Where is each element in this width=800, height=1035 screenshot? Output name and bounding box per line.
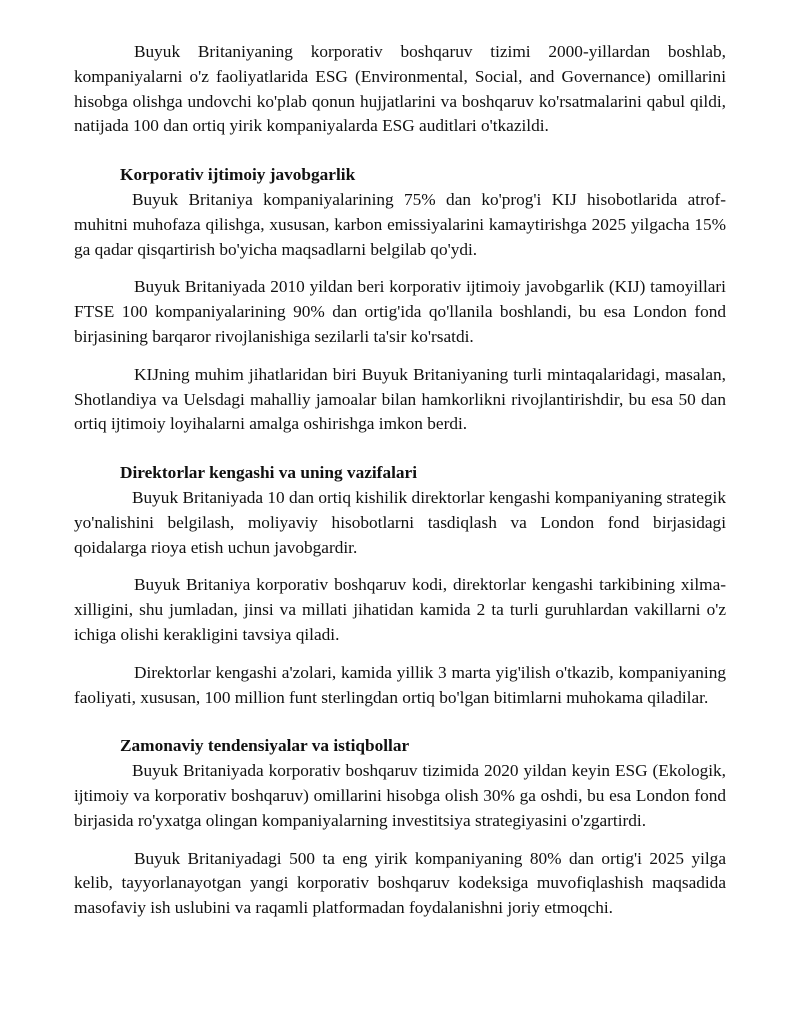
spacer <box>74 560 726 573</box>
heading-trends: Zamonaviy tendensiyalar va istiqbollar <box>120 736 410 756</box>
spacer <box>74 437 726 461</box>
document-page <box>74 40 726 921</box>
heading-board: Direktorlar kengashi va uning vazifalari <box>120 463 417 483</box>
paragraph-csr-emissions: Buyuk Britaniya kompaniyalarining 75% dan ko'prog'i KIJ hisobotlarida atrof-muhitni muhofaza qilishga, xususan, karbon emissiyalarini kamaytirishga 2025 yilgacha 15% ga qadar qisqartirish bo'yicha maqsadlarni belgilab qo'ydi. <box>74 189 726 259</box>
spacer <box>74 710 726 734</box>
spacer <box>74 139 726 163</box>
spacer <box>74 262 726 275</box>
paragraph-esg-intro: Buyuk Britaniyaning korporativ boshqaruv tizimi 2000-yillardan boshlab, kompaniyalarni o'z faoliyatlarida ESG (Environmental, Social, and Governance) omillarini hisobga olishga undovchi ko'plab qonun hujjatlarini va boshqaruv ko'rsatmalarini qabul qildi, natijada 100 dan ortiq yirik kompaniyalarda ESG auditlari o'tkazildi. <box>74 42 726 136</box>
paragraph-board-duties: Buyuk Britaniyada 10 dan ortiq kishilik direktorlar kengashi kompaniyaning strategik yo'nalishini belgilash, moliyaviy hisobotlarni tasdiqlash va London fond birjasidagi qoidalarga rioya etish uchun javobgardir. <box>74 487 726 557</box>
paragraph-board-meetings: Direktorlar kengashi a'zolari, kamida yillik 3 marta yig'ilish o'tkazib, kompaniyaning faoliyati, xususan, 100 million funt sterlingdan ortiq bo'lgan bitimlarni muhokama qiladilar. <box>74 662 726 707</box>
heading-csr: Korporativ ijtimoiy javobgarlik <box>120 165 356 185</box>
paragraph-csr-ftse: Buyuk Britaniyada 2010 yildan beri korporativ ijtimoiy javobgarlik (KIJ) tamoyillari FTSE 100 kompaniyalarining 90% dan ortig'ida qo'llanila boshlandi, bu esa London fond birjasining barqaror rivojlanishiga sezilarli ta'sir ko'rsatdi. <box>74 277 726 346</box>
spacer <box>74 648 726 661</box>
paragraph-board-diversity: Buyuk Britaniya korporativ boshqaruv kodi, direktorlar kengashi tarkibining xilma-xilligini, shu jumladan, jinsi va millati jihatidan kamida 2 ta turli guruhlardan vakillarni o'z ichiga olishi kerakligini tavsiya qiladi. <box>74 575 726 644</box>
spacer <box>74 834 726 847</box>
paragraph-trends-digital: Buyuk Britaniyadagi 500 ta eng yirik kompaniyaning 80% dan ortig'i 2025 yilga kelib, tayyorlanayotgan yangi korporativ boshqaruv kodeksiga muvofiqlashish maqsadida masofaviy ish uslubini va raqamli platformadan foydalanishni joriy etmoqchi. <box>74 848 726 918</box>
paragraph-csr-regions: KIJning muhim jihatlaridan biri Buyuk Britaniyaning turli mintaqalaridagi, masalan, Shotlandiya va Uelsdagi mahalliy jamoalar bilan hamkorlikni rivojlantirishdir, bu esa 50 dan ortiq ijtimoiy loyihalarni amalga oshirishga imkon berdi. <box>74 364 726 434</box>
paragraph-trends-esg: Buyuk Britaniyada korporativ boshqaruv tizimida 2020 yildan keyin ESG (Ekologik, ijtimoiy va korporativ boshqaruv) omillarini hisobga olish 30% ga oshdi, bu esa London fond birjasida ro'yxatga olingan kompaniyalarning investitsiya strategiyasini o'zgartirdi. <box>74 761 726 830</box>
spacer <box>74 350 726 363</box>
